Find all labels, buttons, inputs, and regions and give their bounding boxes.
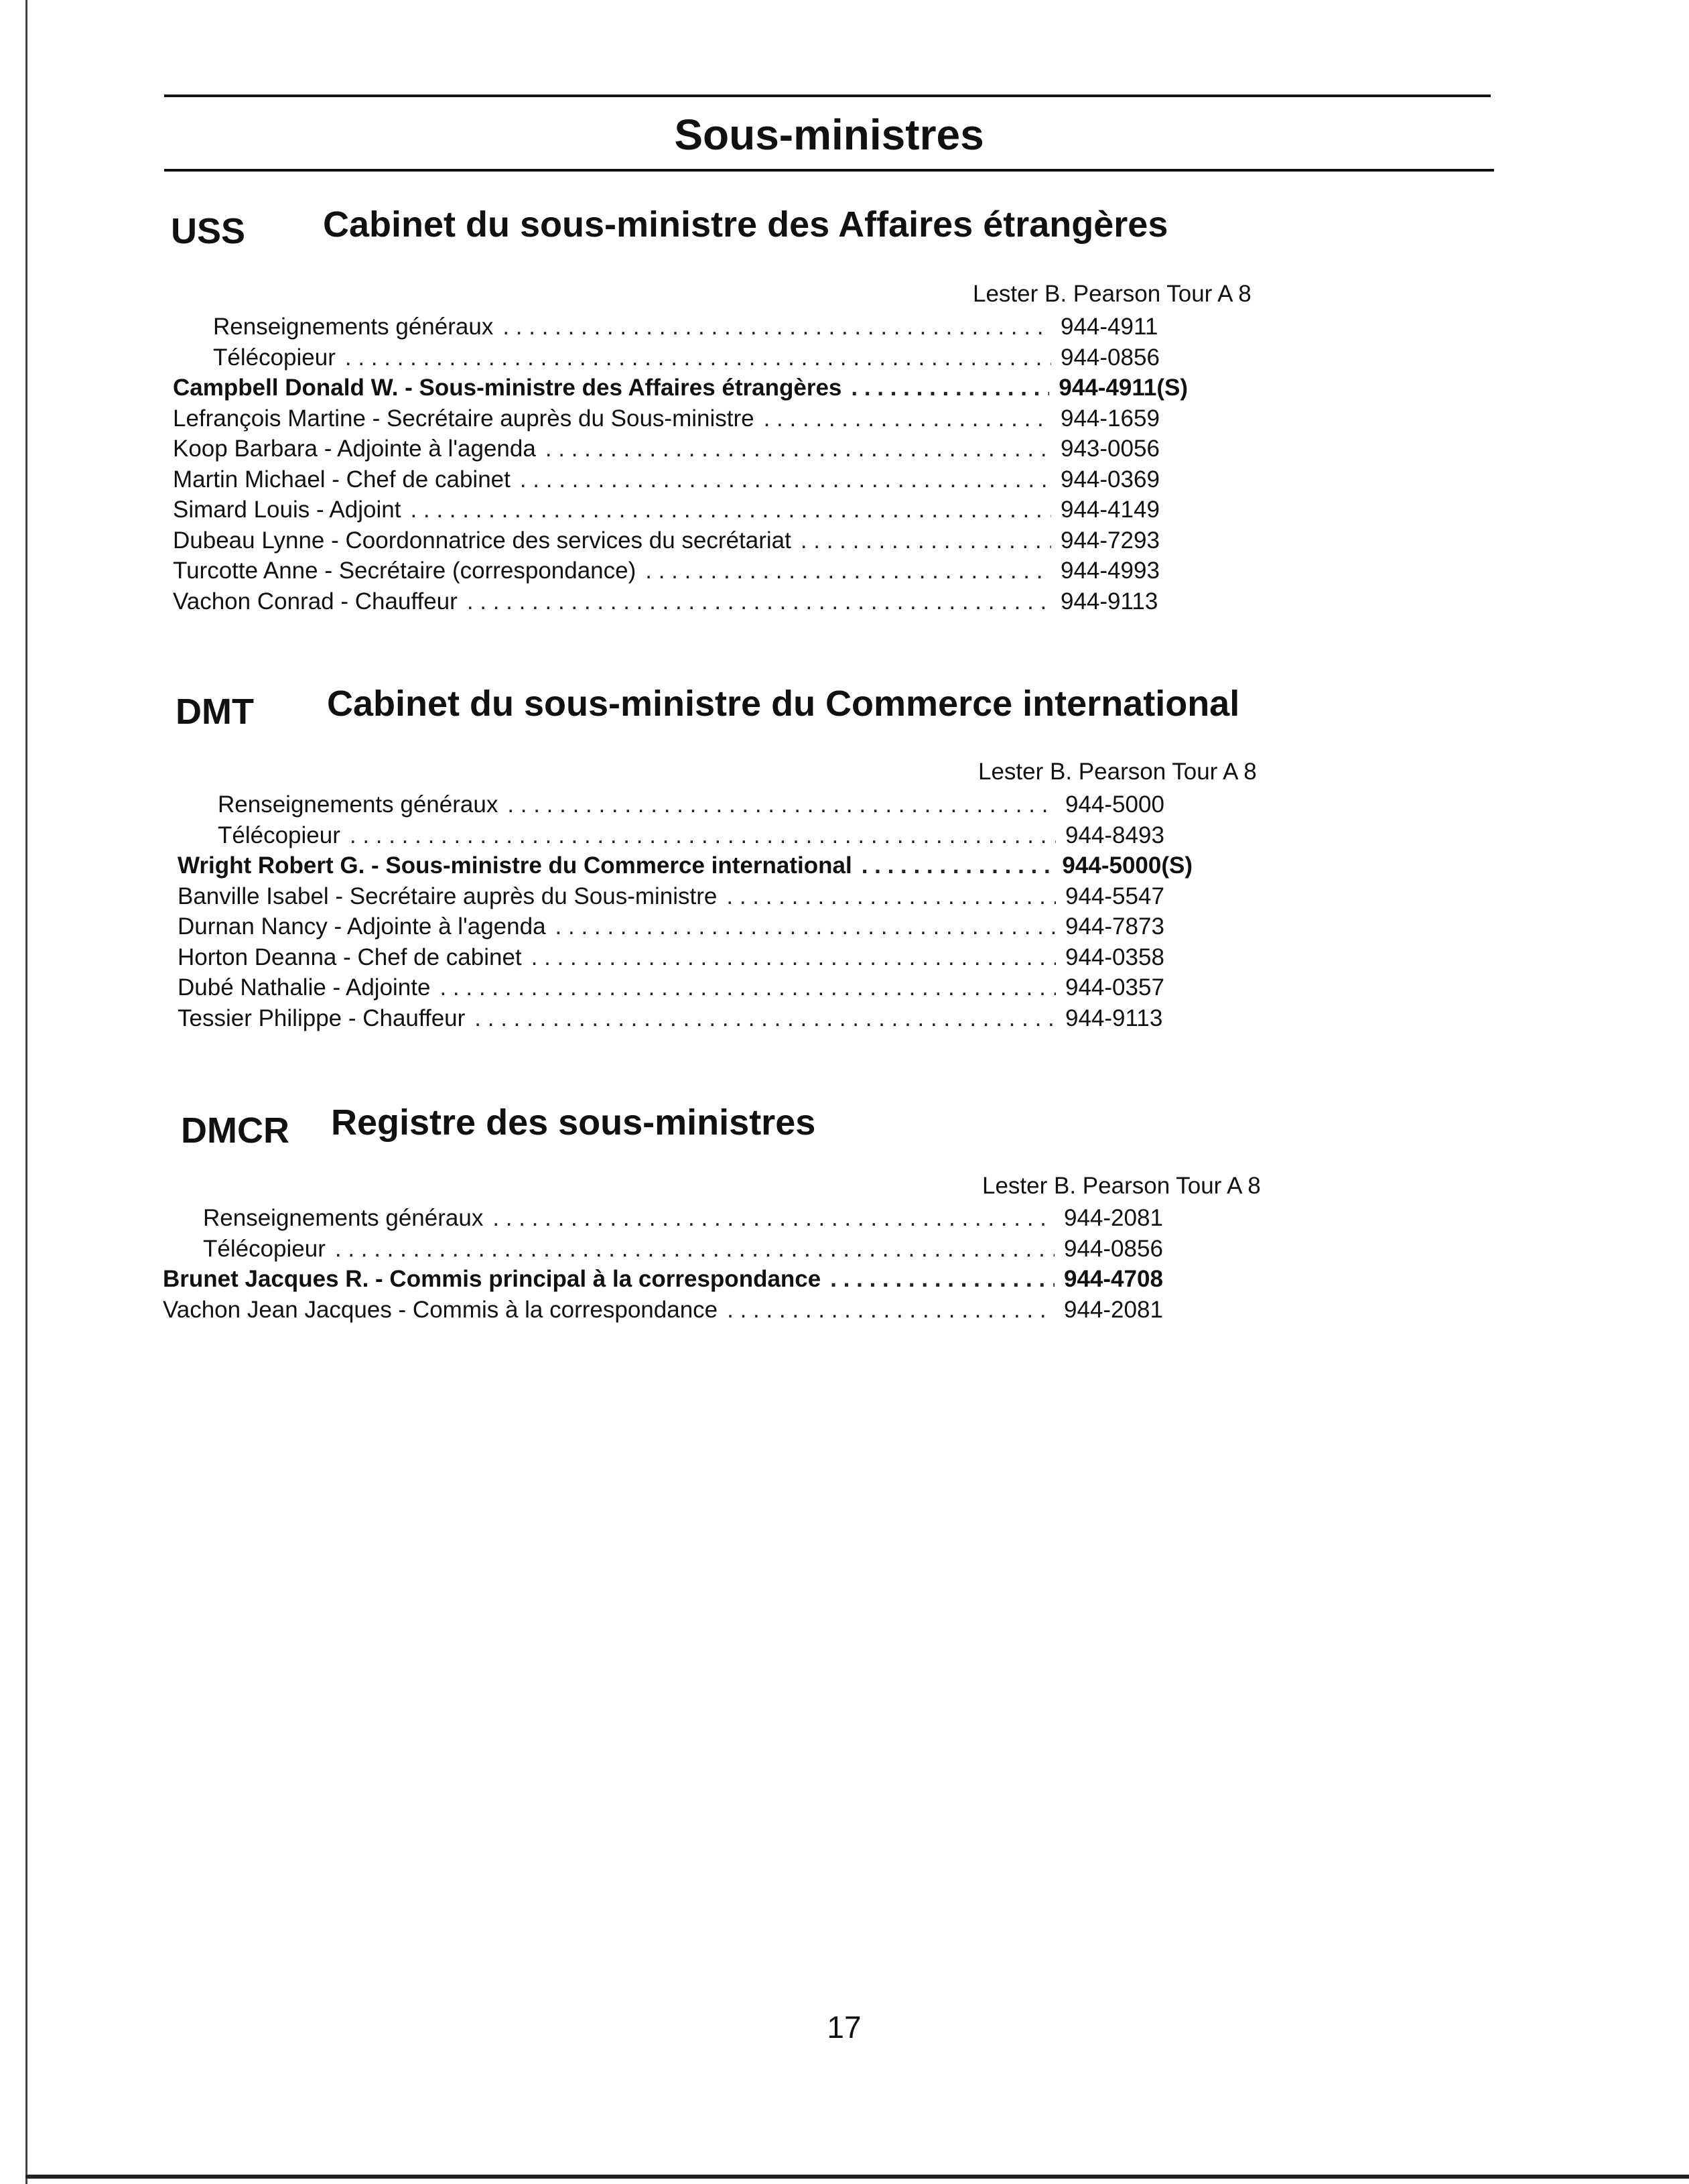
dot-leader (545, 434, 1051, 464)
dot-leader (830, 1264, 1055, 1295)
entry-phone: 944-4993 (1061, 558, 1160, 584)
entry-phone: 944-7293 (1061, 527, 1160, 554)
directory-entry (173, 403, 1188, 434)
section-code: USS (171, 211, 246, 251)
entry-phone: 944-4911 (1061, 314, 1158, 340)
dot-leader (350, 820, 1056, 851)
directory-entry (173, 373, 1188, 403)
section-heading: Cabinet du sous-ministre des Affaires étrangères (323, 204, 1168, 245)
section-heading: Registre des sous-ministres (331, 1102, 816, 1143)
dot-leader (467, 586, 1051, 617)
entry-name: Renseignements généraux (218, 791, 498, 818)
entry-phone: 944-4708 (1064, 1266, 1163, 1292)
entry-phone: 944-5000 (1065, 791, 1164, 818)
dot-leader (474, 1003, 1056, 1034)
title-rule-bottom (164, 169, 1494, 172)
page-edge-left (25, 0, 27, 2184)
section-location: Lester B. Pearson Tour A 8 (982, 1173, 1261, 1199)
page-number: 17 (827, 2010, 862, 2045)
directory-list (163, 1203, 1191, 1325)
directory-entry (173, 312, 1188, 342)
entry-phone: 944-5547 (1065, 883, 1164, 909)
entry-name: Banville Isabel - Secrétaire auprès du Sous-ministre (178, 883, 718, 909)
entry-phone: 944-5000(S) (1062, 852, 1193, 879)
directory-entry (178, 850, 1193, 881)
dot-leader (502, 312, 1051, 342)
directory-entry (173, 464, 1188, 495)
entry-phone: 944-1659 (1061, 405, 1160, 432)
directory-entry (178, 972, 1193, 1003)
directory-entry (178, 911, 1193, 942)
entry-phone: 944-0358 (1065, 944, 1164, 970)
entry-name: Martin Michael - Chef de cabinet (173, 466, 511, 493)
entry-name: Télécopieur (213, 344, 336, 371)
directory-list (173, 312, 1188, 617)
entry-name: Horton Deanna - Chef de cabinet (178, 944, 522, 970)
dot-leader (726, 881, 1056, 912)
entry-phone: 944-0369 (1061, 466, 1160, 493)
entry-name: Télécopieur (203, 1235, 326, 1262)
entry-phone: 944-7873 (1065, 913, 1164, 940)
directory-entry (173, 556, 1188, 586)
dot-leader (507, 789, 1056, 820)
directory-entry (163, 1264, 1191, 1295)
entry-name: Simard Louis - Adjoint (173, 497, 401, 523)
entry-name: Wright Robert G. - Sous-ministre du Commerce international (178, 852, 852, 879)
dot-leader (492, 1203, 1055, 1234)
dot-leader (764, 403, 1051, 434)
directory-entry (178, 942, 1193, 973)
section-heading: Cabinet du sous-ministre du Commerce international (327, 684, 1240, 724)
dot-leader (862, 850, 1053, 881)
directory-entry (163, 1234, 1191, 1265)
directory-entry (178, 820, 1193, 851)
title-rule-top (164, 94, 1491, 97)
entry-name: Lefrançois Martine - Secrétaire auprès du Sous-ministre (173, 405, 754, 432)
entry-name: Télécopieur (218, 822, 340, 848)
directory-entry (173, 525, 1188, 556)
dot-leader (531, 942, 1056, 973)
entry-name: Dubé Nathalie - Adjointe (178, 974, 431, 1001)
entry-phone: 944-0856 (1061, 344, 1160, 371)
entry-name: Durnan Nancy - Adjointe à l'agenda (178, 913, 546, 940)
dot-leader (555, 911, 1056, 942)
dot-leader (645, 556, 1051, 586)
entry-name: Campbell Donald W. - Sous-ministre des Affaires étrangères (173, 375, 842, 401)
section-location: Lester B. Pearson Tour A 8 (978, 759, 1257, 785)
entry-phone: 944-0357 (1065, 974, 1164, 1001)
dot-leader (520, 464, 1051, 495)
dot-leader (727, 1295, 1055, 1326)
entry-phone: 944-9113 (1061, 588, 1158, 615)
dot-leader (440, 972, 1056, 1003)
dot-leader (335, 1234, 1055, 1265)
directory-entry (173, 495, 1188, 525)
directory-entry (173, 586, 1188, 617)
page-edge-bottom (25, 2175, 1689, 2179)
entry-name: Vachon Jean Jacques - Commis à la correspondance (163, 1296, 718, 1323)
directory-entry (173, 434, 1188, 464)
dot-leader (410, 495, 1051, 525)
entry-phone: 944-2081 (1064, 1296, 1163, 1323)
entry-phone: 944-4911(S) (1059, 375, 1188, 401)
dot-leader (801, 525, 1051, 556)
entry-phone: 944-0856 (1064, 1235, 1163, 1262)
section-code: DMCR (181, 1110, 289, 1151)
section-location: Lester B. Pearson Tour A 8 (973, 281, 1252, 307)
entry-name: Renseignements généraux (203, 1205, 484, 1231)
section-code: DMT (176, 692, 254, 732)
directory-entry (173, 342, 1188, 373)
entry-name: Brunet Jacques R. - Commis principal à la correspondance (163, 1266, 821, 1292)
entry-phone: 944-2081 (1064, 1205, 1163, 1231)
dot-leader (345, 342, 1051, 373)
entry-name: Renseignements généraux (213, 314, 494, 340)
directory-list (178, 789, 1193, 1033)
dot-leader (851, 373, 1049, 403)
directory-entry (163, 1203, 1191, 1234)
entry-name: Turcotte Anne - Secrétaire (correspondance) (173, 558, 636, 584)
entry-phone: 944-8493 (1065, 822, 1164, 848)
directory-entry (178, 1003, 1193, 1034)
directory-entry (178, 789, 1193, 820)
entry-phone: 943-0056 (1061, 436, 1160, 462)
directory-entry (178, 881, 1193, 912)
entry-name: Dubeau Lynne - Coordonnatrice des services du secrétariat (173, 527, 791, 554)
page-title: Sous-ministres (674, 111, 984, 159)
entry-phone: 944-9113 (1065, 1005, 1163, 1031)
entry-name: Vachon Conrad - Chauffeur (173, 588, 458, 615)
entry-name: Tessier Philippe - Chauffeur (178, 1005, 466, 1031)
entry-phone: 944-4149 (1061, 497, 1160, 523)
entry-name: Koop Barbara - Adjointe à l'agenda (173, 436, 536, 462)
directory-entry (163, 1295, 1191, 1326)
